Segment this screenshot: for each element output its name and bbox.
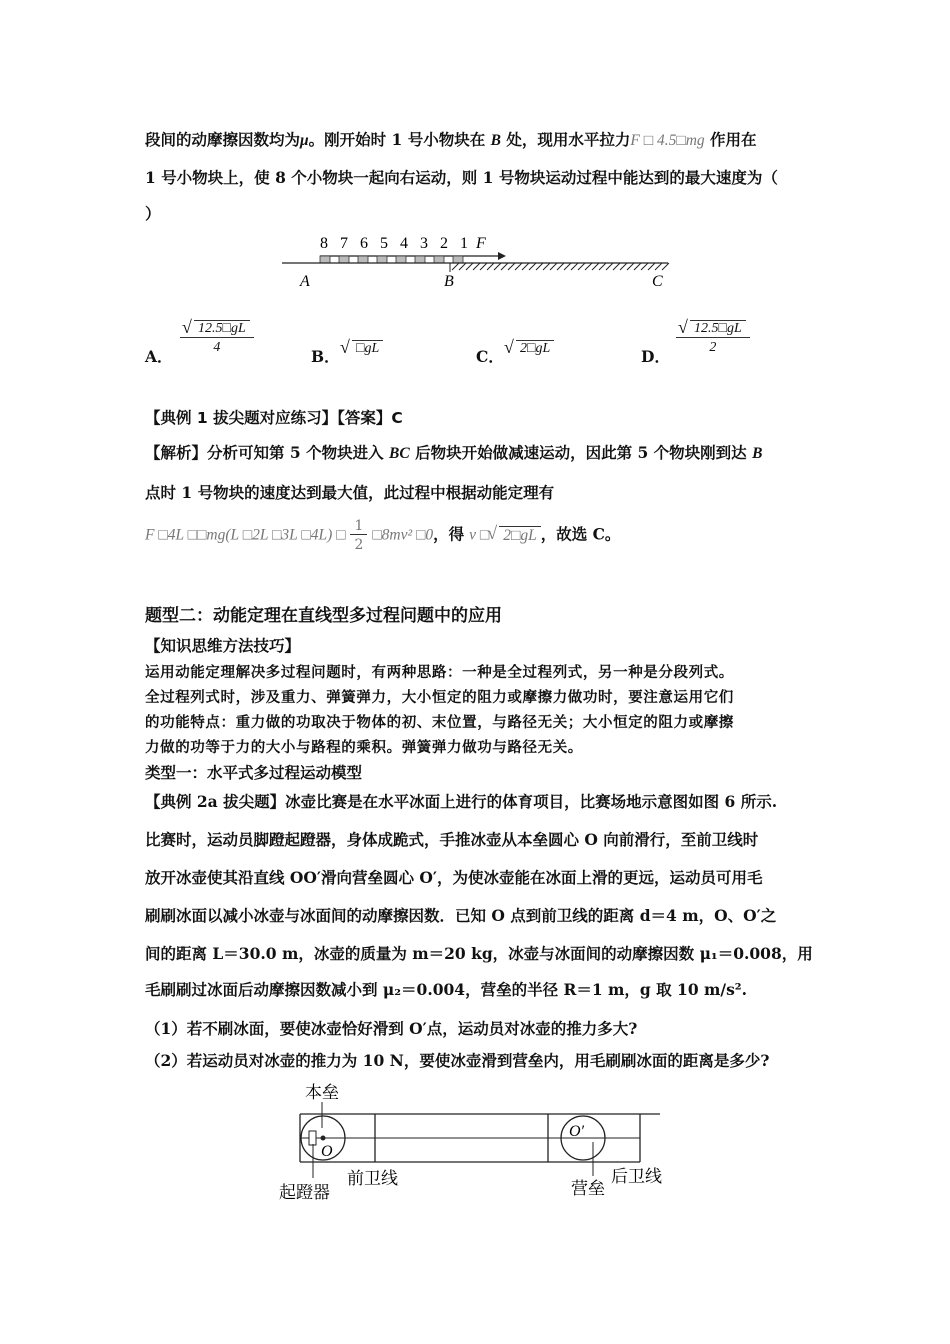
equation-right: □8mv² □0 bbox=[372, 526, 434, 544]
center-o bbox=[321, 1136, 326, 1141]
example-line-4: 刷刷冰面以减小冰壶与冰面间的动摩擦因数．已知 O 点到前卫线的距离 d＝4 m，O、O′之 bbox=[145, 906, 777, 925]
option-b-label: B． bbox=[311, 347, 340, 366]
frac-num: 1 bbox=[354, 518, 364, 534]
type-one-title: 类型一：水平式多过程运动模型 bbox=[145, 764, 363, 782]
analysis-line-1 bbox=[145, 441, 762, 463]
block-numbers: 8 7 6 5 4 3 2 1 bbox=[320, 235, 472, 252]
option-d-value bbox=[676, 320, 750, 356]
option-d-label: D． bbox=[641, 347, 670, 366]
label-yinglei: 营垒 bbox=[571, 1179, 605, 1199]
example-line-6: 毛刷刷过冰面后动摩擦因数减小到 μ₂＝0.004，营垒的半径 R＝1 m，g 取 10 m/s². bbox=[145, 980, 747, 999]
text: 分析可知第 5 个物块进入 bbox=[207, 443, 389, 462]
option-a-label: A． bbox=[145, 347, 173, 366]
tips-line-3: 的功能特点：重力做的功取决于物体的初、末位置，与路径无关；大小恒定的阻力或摩擦 bbox=[145, 714, 734, 731]
text: 。刚开始时 1 号小物块在 bbox=[308, 130, 491, 149]
tips-line-4: 力做的功等于力的大小与路程的乘积。弹簧弹力做功与路径无关。 bbox=[145, 739, 583, 756]
block bbox=[339, 256, 349, 263]
v-symbol: v □ bbox=[469, 526, 490, 544]
option-b-value bbox=[342, 340, 383, 357]
option-c-label: C． bbox=[476, 347, 504, 366]
arrow-head bbox=[498, 252, 506, 260]
point-b: B bbox=[752, 445, 763, 462]
label-o: O bbox=[321, 1143, 333, 1160]
sqrt-expr: √ 2□gL bbox=[499, 526, 540, 545]
example-line-2: 比赛时，运动员脚蹬起蹬器，身体成跪式，手推冰壶从本垒圆心 O 向前滑行，至前卫线时 bbox=[145, 830, 759, 849]
blocks bbox=[320, 256, 463, 263]
block bbox=[415, 256, 425, 263]
analysis-line-2: 点时 1 号物块的速度达到最大值，此过程中根据动能定理有 bbox=[145, 483, 555, 502]
label-qideng: 起蹬器 bbox=[279, 1183, 330, 1203]
label-benlei: 本垒 bbox=[305, 1083, 339, 1103]
tips-title: 【知识思维方法技巧】 bbox=[145, 637, 301, 655]
text: 后物块开始做减速运动，因此第 5 个物块刚到达 bbox=[409, 443, 753, 462]
sqrt-expr: √ 2□gL bbox=[516, 340, 554, 357]
text: ，得 bbox=[433, 524, 465, 544]
label-b: B bbox=[444, 273, 454, 290]
starting-block bbox=[309, 1131, 316, 1145]
block bbox=[396, 256, 406, 263]
text: 处，现用水平拉力 bbox=[500, 130, 631, 149]
blocks-track-figure bbox=[280, 230, 675, 295]
label-c: C bbox=[652, 273, 663, 290]
frac-den: 2 bbox=[350, 534, 367, 553]
rough-surface-hatch bbox=[452, 263, 669, 270]
mu-symbol: μ bbox=[300, 132, 309, 149]
denominator: 2 bbox=[676, 337, 750, 356]
example-line-1 bbox=[145, 790, 777, 812]
example-tag: 【典例 2a 拔尖题】 bbox=[145, 792, 286, 811]
answer-title: 【典例 1 拔尖题对应练习】【答案】C bbox=[145, 409, 403, 427]
block bbox=[453, 256, 463, 263]
option-c-value bbox=[506, 340, 554, 357]
denominator: 4 bbox=[180, 337, 254, 356]
problem-line-2: 1 号小物块上，使 8 个小物块一起向右运动，则 1 号物块运动过程中能达到的最大速度为（ bbox=[145, 168, 778, 187]
equation-left: F □4L □□mg(L □2L □3L □4L) □ bbox=[145, 526, 346, 544]
label-a: A bbox=[300, 273, 310, 290]
text: 冰壶比赛是在水平冰面上进行的体育项目，比赛场地示意图如图 6 所示. bbox=[285, 792, 778, 811]
sqrt-expr: √ □gL bbox=[352, 340, 383, 357]
tips-line-2: 全过程列式时，涉及重力、弹簧弹力，大小恒定的阻力或摩擦力做功时，要注意运用它们 bbox=[145, 689, 734, 706]
section-heading: 题型二：动能定理在直线型多过程问题中的应用 bbox=[145, 606, 502, 626]
force-formula: F □ 4.5□mg bbox=[630, 132, 705, 149]
example-line-3: 放开冰壶使其沿直线 OO′滑向营垒圆心 O′，为使冰壶能在冰面上滑的更远，运动员可用毛 bbox=[145, 868, 763, 887]
text: 段间的动摩擦因数均为 bbox=[145, 130, 301, 149]
segment-bc: BC bbox=[389, 445, 410, 462]
tips-line-1: 运用动能定理解决多过程问题时，有两种思路：一种是全过程列式，另一种是分段列式。 bbox=[145, 664, 734, 681]
problem-line-1 bbox=[145, 128, 757, 150]
sqrt-expr: √ 12.5□gL bbox=[690, 320, 746, 337]
text: 【解析】 bbox=[145, 443, 208, 462]
block bbox=[358, 256, 368, 263]
question-1: （1）若不刷冰面，要使冰壶恰好滑到 O′点，运动员对冰壶的推力多大? bbox=[145, 1019, 638, 1038]
label-o-prime: O′ bbox=[569, 1123, 585, 1140]
curling-rink-figure bbox=[275, 1078, 675, 1208]
label-qianwei: 前卫线 bbox=[347, 1169, 398, 1189]
label-houwei: 后卫线 bbox=[611, 1167, 662, 1187]
text: 作用在 bbox=[704, 130, 757, 149]
example-line-5: 间的距离 L＝30.0 m，冰壶的质量为 m＝20 kg，冰壶与冰面间的动摩擦因数 μ₁＝0.008，用 bbox=[145, 944, 813, 963]
block bbox=[434, 256, 444, 263]
option-a-value bbox=[180, 320, 254, 356]
equation-line bbox=[145, 518, 620, 553]
block bbox=[377, 256, 387, 263]
text: ，故选 C。 bbox=[540, 524, 621, 544]
force-label: F bbox=[476, 235, 486, 252]
point-b: B bbox=[490, 132, 501, 149]
problem-line-3: ） bbox=[145, 204, 161, 223]
sqrt-expr: √ 12.5□gL bbox=[194, 320, 250, 337]
block bbox=[320, 256, 330, 263]
question-2: （2）若运动员对冰壶的推力为 10 N，要使冰壶滑到营垒内，用毛刷刷冰面的距离是多少? bbox=[145, 1051, 770, 1070]
